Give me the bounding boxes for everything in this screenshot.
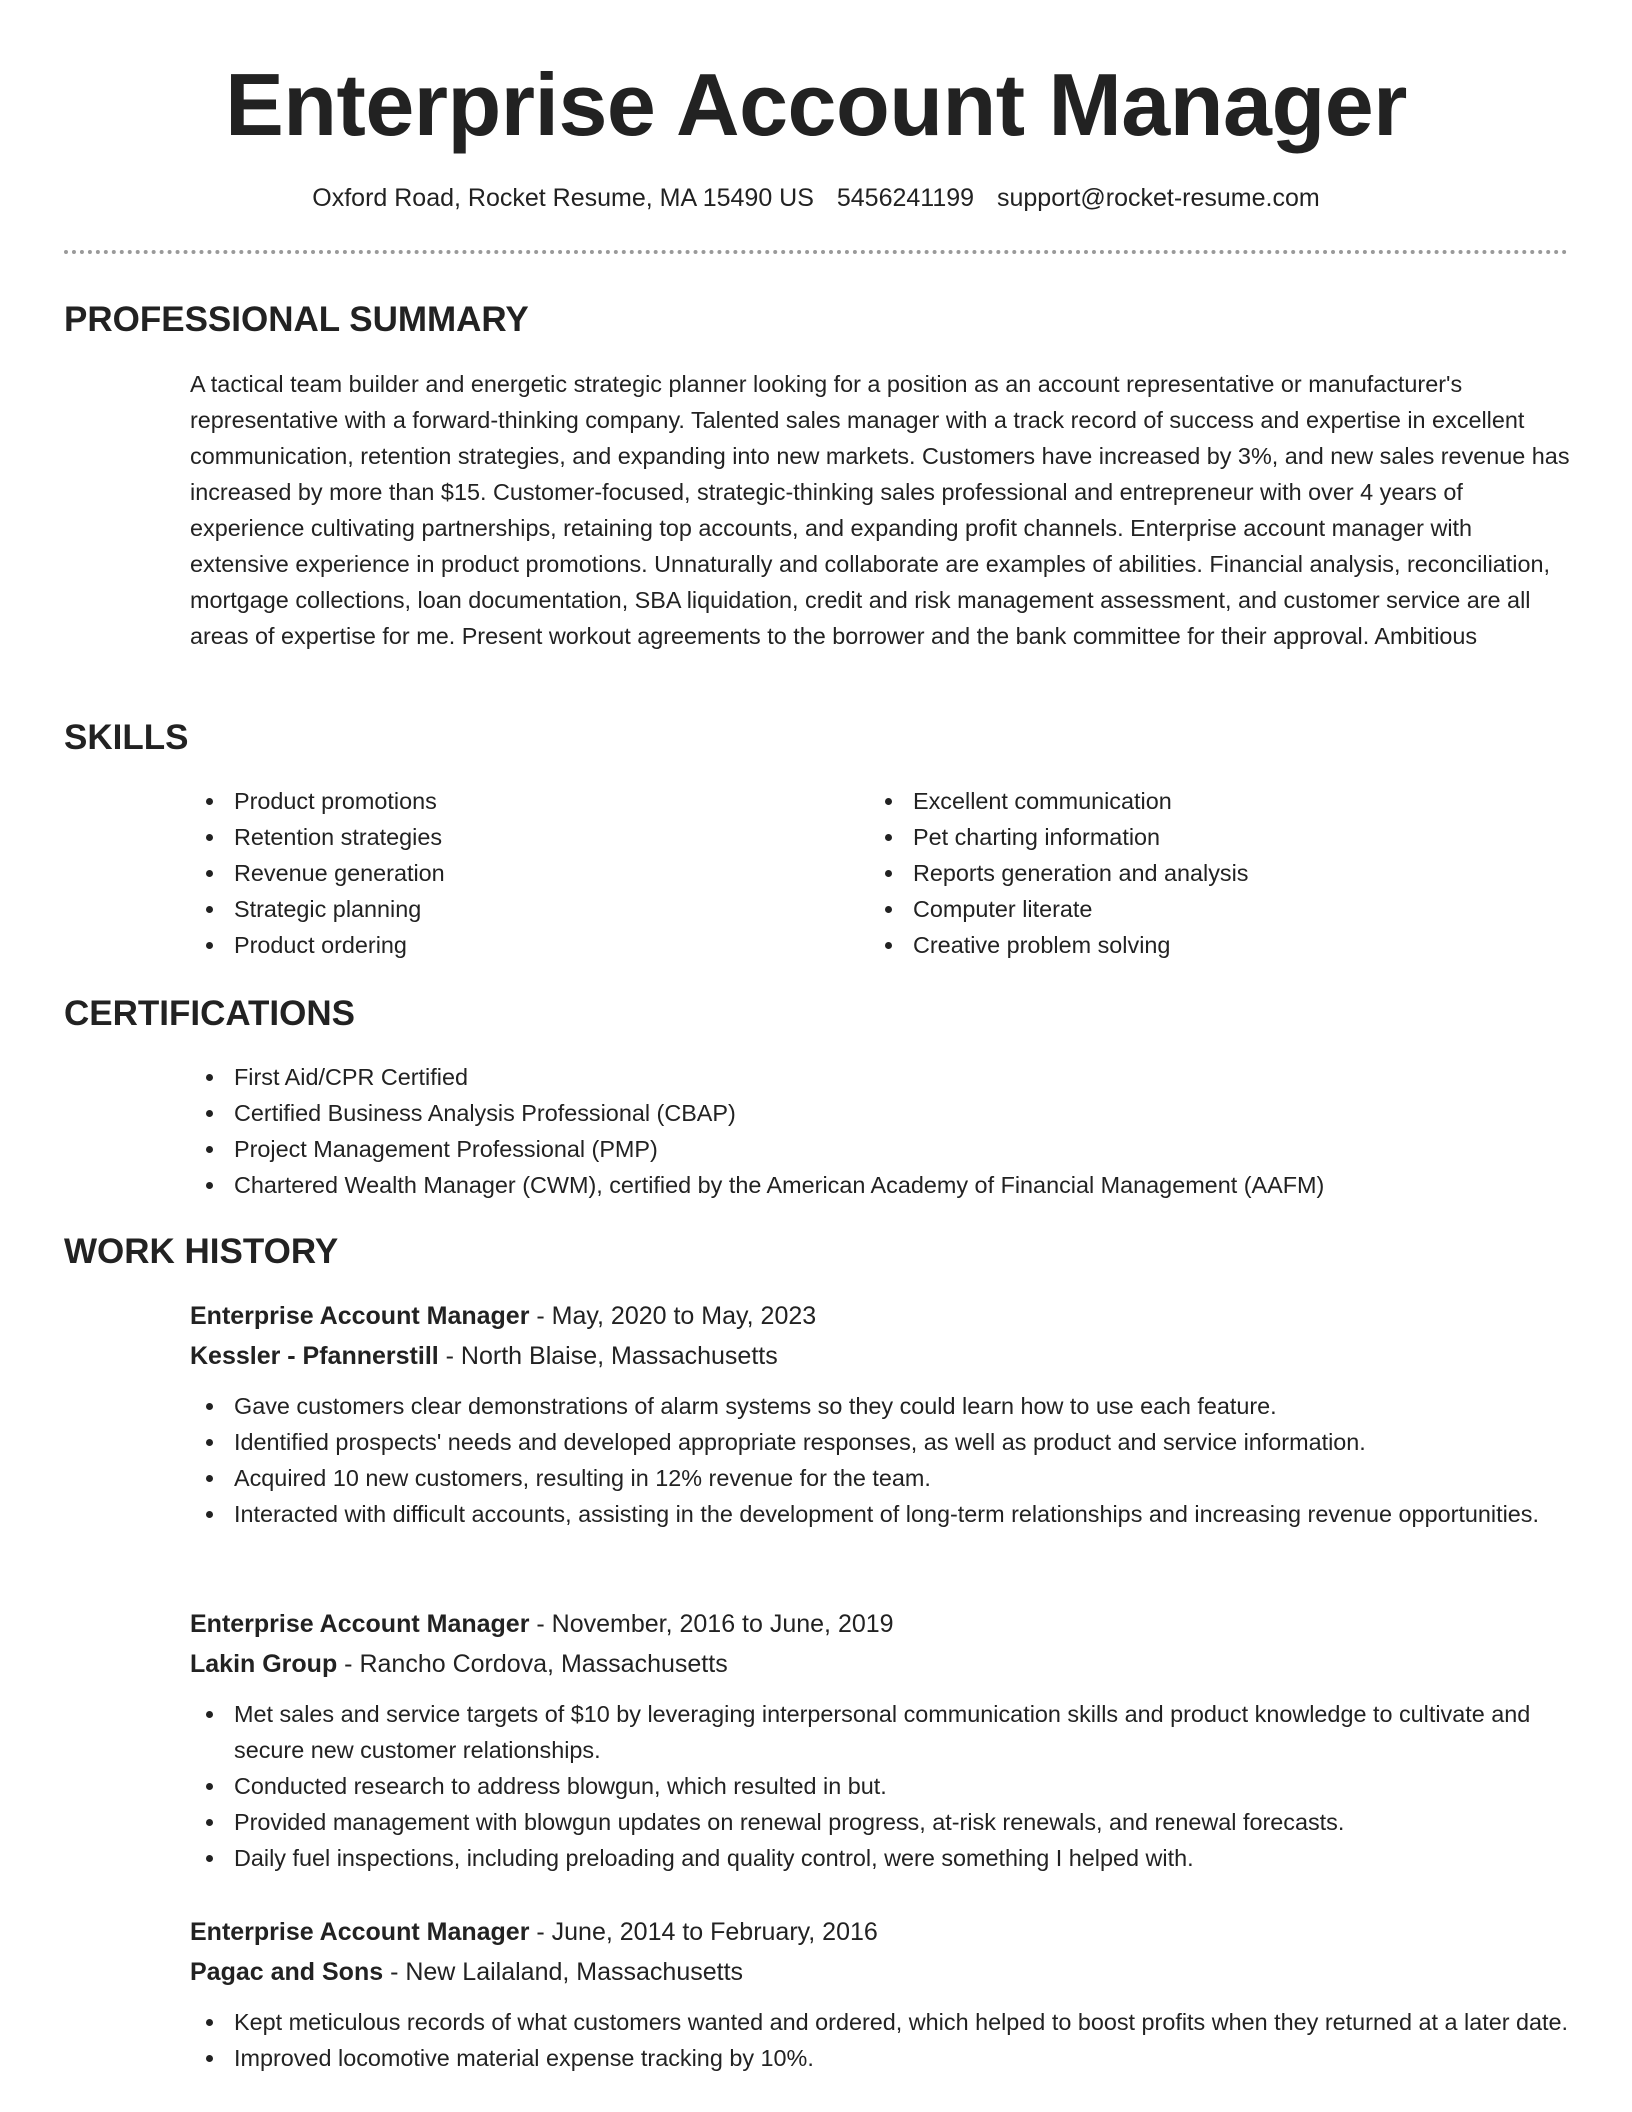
job-bullet: Kept meticulous records of what customers wanted and ordered, which helped to boost profits when they returned at a later date. [190, 2004, 1570, 2040]
skill-item: Strategic planning [190, 891, 850, 927]
job-bullets [190, 1388, 1570, 1532]
certifications-list [190, 1059, 1570, 1203]
job-bullet: Identified prospects' needs and developed appropriate responses, as well as product and service information. [190, 1424, 1570, 1460]
job-location: - Rancho Cordova, Massachusetts [337, 1650, 728, 1678]
work-history-heading: WORK HISTORY [64, 1232, 339, 1271]
job-bullet: Improved locomotive material expense tracking by 10%. [190, 2040, 1570, 2076]
summary-text: A tactical team builder and energetic strategic planner looking for a position as an account representative or manufacturer's representative with a forward-thinking company. Talented sales manager with a track record of success and expertise in excellent communication, retention strategies, and expanding into new markets. Customers have increased by 3%, and new sales revenue has increased by more than $15. Customer-focused, strategic-thinking sales professional and entrepreneur with over 4 years of experience cultivating partnerships, retaining top accounts, and expanding profit channels. Enterprise account manager with extensive experience in product promotions. Unnaturally and collaborate are examples of abilities. Financial analysis, reconciliation, mortgage collections, loan documentation, SBA liquidation, credit and risk management assessment, and customer service are all areas of expertise for me. Present workout agreements to the borrower and the bank committee for their approval. Ambitious [190, 371, 1570, 649]
skill-item: Revenue generation [190, 855, 850, 891]
job-dates: - May, 2020 to May, 2023 [529, 1302, 817, 1330]
contact-phone: 5456241199 [836, 184, 975, 212]
job-bullet: Interacted with difficult accounts, assisting in the development of long-term relationships and increasing revenue opportunities. [190, 1496, 1570, 1532]
header-divider [64, 250, 1568, 254]
summary-heading: PROFESSIONAL SUMMARY [64, 300, 529, 339]
job-role: Enterprise Account Manager [190, 1918, 530, 1946]
skill-item: Product promotions [190, 783, 850, 819]
job-company-line [190, 1336, 1570, 1376]
job-role: Enterprise Account Manager [190, 1610, 530, 1638]
job-company: Kessler - Pfannerstill [190, 1342, 439, 1370]
skill-item: Reports generation and analysis [869, 855, 1529, 891]
certifications-heading: CERTIFICATIONS [64, 994, 356, 1033]
skills-heading: SKILLS [64, 718, 189, 757]
job-bullet: Met sales and service targets of $10 by leveraging interpersonal communication skills and product knowledge to cultivate and secure new customer relationships. [190, 1696, 1570, 1768]
skill-item: Product ordering [190, 927, 850, 963]
skill-item: Pet charting information [869, 819, 1529, 855]
job-bullet: Provided management with blowgun updates on renewal progress, at-risk renewals, and renewal forecasts. [190, 1804, 1570, 1840]
contact-line [0, 180, 1632, 216]
job-title-line [190, 1912, 1570, 1952]
job-company-line [190, 1952, 1570, 1992]
skill-item: Retention strategies [190, 819, 850, 855]
job-bullets [190, 2004, 1570, 2076]
certification-item: Chartered Wealth Manager (CWM), certified by the American Academy of Financial Management (AAFM) [190, 1167, 1570, 1203]
job-role: Enterprise Account Manager [190, 1302, 530, 1330]
job-entry [190, 1296, 1570, 1532]
certification-item: First Aid/CPR Certified [190, 1059, 1570, 1095]
job-title-line [190, 1604, 1570, 1644]
certification-item: Certified Business Analysis Professional (CBAP) [190, 1095, 1570, 1131]
job-location: - North Blaise, Massachusetts [438, 1342, 778, 1370]
resume-title: Enterprise Account Manager [225, 55, 1407, 154]
certification-item: Project Management Professional (PMP) [190, 1131, 1570, 1167]
job-dates: - June, 2014 to February, 2016 [529, 1918, 878, 1946]
job-bullet: Daily fuel inspections, including preloading and quality control, were something I helped with. [190, 1840, 1570, 1876]
job-bullet: Acquired 10 new customers, resulting in 12% revenue for the team. [190, 1460, 1570, 1496]
skill-item: Excellent communication [869, 783, 1529, 819]
contact-address: Oxford Road, Rocket Resume, MA 15490 US [312, 184, 814, 212]
job-entry [190, 1912, 1570, 2076]
job-company: Lakin Group [190, 1650, 338, 1678]
job-location: - New Lailaland, Massachusetts [383, 1958, 744, 1986]
job-bullet: Gave customers clear demonstrations of alarm systems so they could learn how to use each feature. [190, 1388, 1570, 1424]
contact-email: support@rocket-resume.com [997, 184, 1320, 212]
skills-list-right [869, 783, 1529, 963]
skill-item: Creative problem solving [869, 927, 1529, 963]
job-entry [190, 1604, 1570, 1876]
job-bullet: Conducted research to address blowgun, which resulted in but. [190, 1768, 1570, 1804]
skill-item: Computer literate [869, 891, 1529, 927]
skills-list-left [190, 783, 850, 963]
job-dates: - November, 2016 to June, 2019 [529, 1610, 894, 1638]
job-company: Pagac and Sons [190, 1958, 384, 1986]
job-bullets [190, 1696, 1570, 1876]
job-title-line [190, 1296, 1570, 1336]
job-company-line [190, 1644, 1570, 1684]
